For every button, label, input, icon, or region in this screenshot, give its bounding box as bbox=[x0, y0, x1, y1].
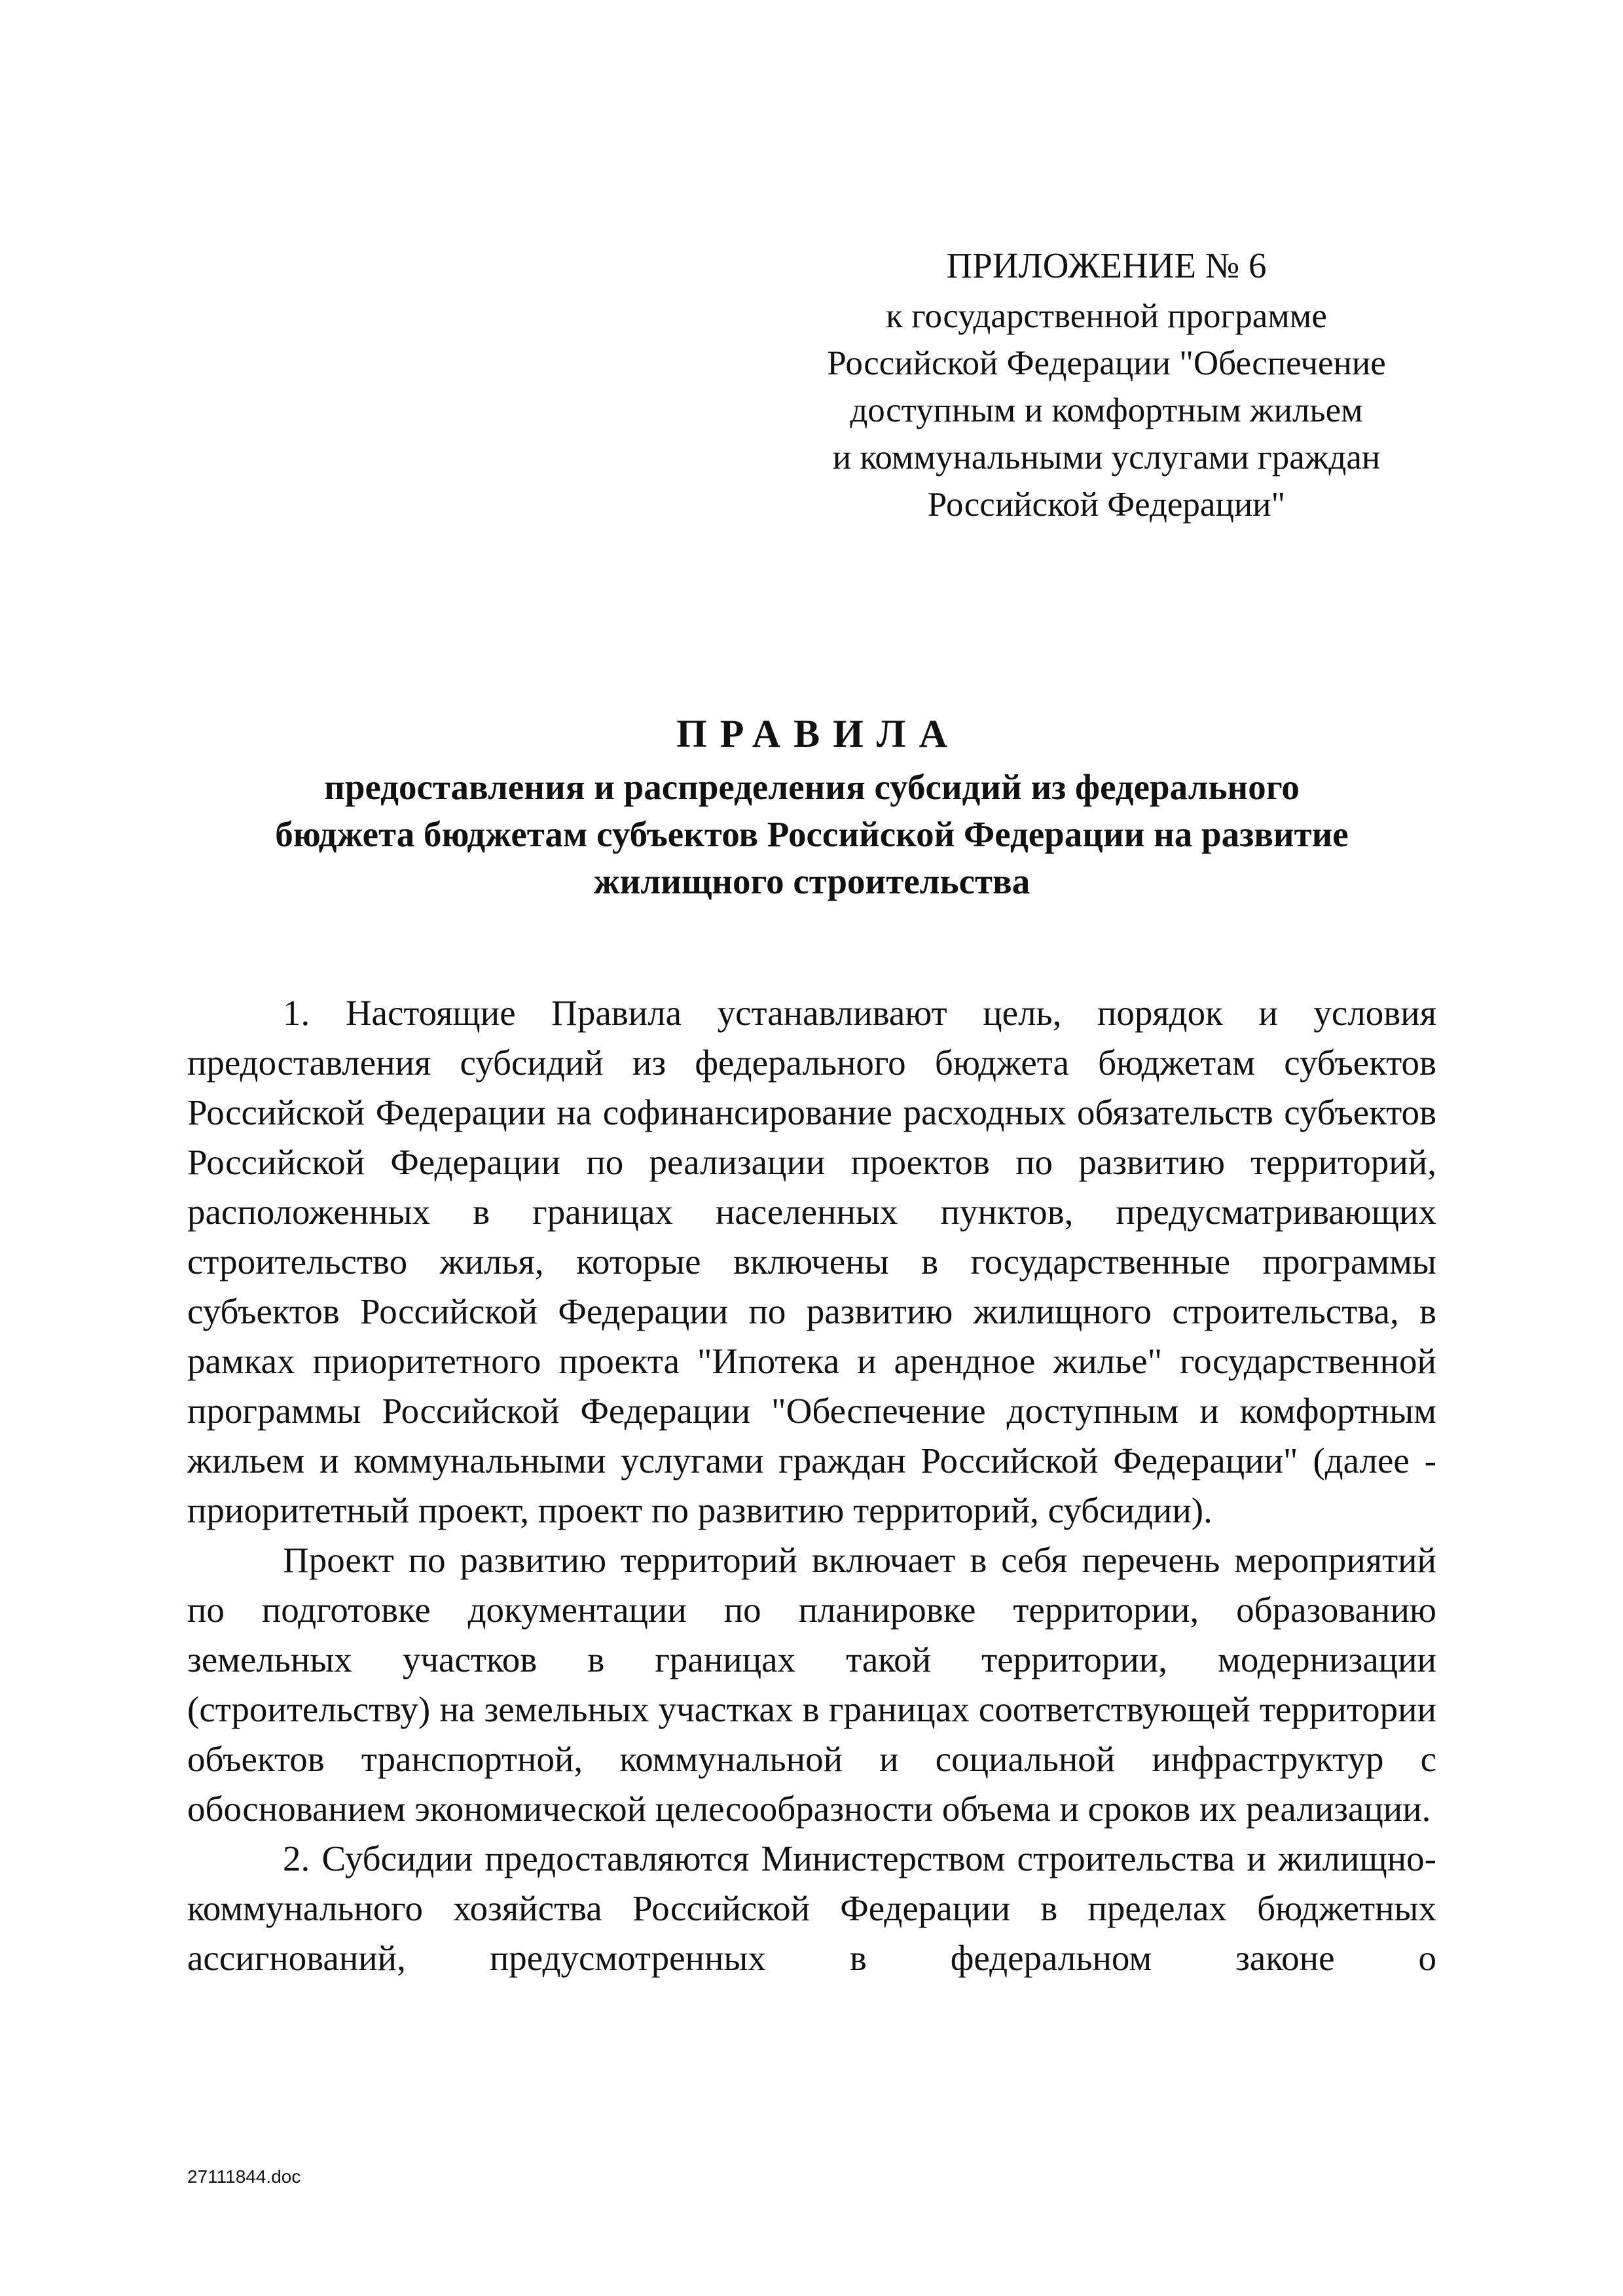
appendix-line: доступным и комфортным жильем bbox=[850, 391, 1363, 429]
heading-subtitle-line: предоставления и распределения субсидий из федерального bbox=[324, 767, 1300, 807]
appendix-line: к государственной программе bbox=[886, 297, 1327, 335]
appendix-block bbox=[776, 239, 1437, 528]
paragraph-3: 2. Субсидии предоставляются Министерством строительства и жилищно-коммунального хозяйства Российской Федерации в пределах бюджетных ассигнований, предусмотренных в федеральном законе о bbox=[187, 1839, 1436, 1978]
appendix-title: ПРИЛОЖЕНИЕ № 6 bbox=[946, 245, 1267, 285]
document-heading bbox=[183, 704, 1440, 905]
heading-subtitle-line: бюджета бюджетам субъектов Российской Федерации на развитие bbox=[275, 814, 1349, 854]
paragraph-1: 1. Настоящие Правила устанавливают цель, порядок и условия предоставления субсидий из федерального бюджета бюджетам субъектов Российской Федерации на софинансирование расходных обязательств субъектов Российской Федерации по реализации проектов по развитию территорий, расположенных в границах населенных пунктов, предусматривающих строительство жилья, которые включены в государственные программы субъектов Российской Федерации по развитию жилищного строительства, в рамках приоритетного проекта "Ипотека и арендное жилье" государственной программы Российской Федерации "Обеспечение доступным и комфортным жильем и коммунальными услугами граждан Российской Федерации" (далее - приоритетный проект, проект по развитию территорий, субсидии). bbox=[187, 993, 1436, 1530]
footer-doc-id: 27111844.doc bbox=[187, 2166, 301, 2187]
appendix-line: Российской Федерации "Обеспечение bbox=[827, 344, 1386, 382]
document-body bbox=[187, 988, 1436, 1983]
appendix-line: и коммунальными услугами граждан bbox=[832, 439, 1381, 476]
heading-title: ПРАВИЛА bbox=[676, 712, 960, 755]
heading-subtitle-line: жилищного строительства bbox=[593, 861, 1030, 901]
appendix-line: Российской Федерации" bbox=[927, 486, 1286, 524]
paragraph-2: Проект по развитию территорий включает в себя перечень мероприятий по подготовке документации по планировке территории, образованию земельных участков в границах такой территории, модернизации (строительству) на земельных участках в границах соответствующей территории объектов транспортной, коммунальной и социальной инфраструктур с обоснованием экономической целесообразности объема и сроков их реализации. bbox=[187, 1540, 1436, 1829]
